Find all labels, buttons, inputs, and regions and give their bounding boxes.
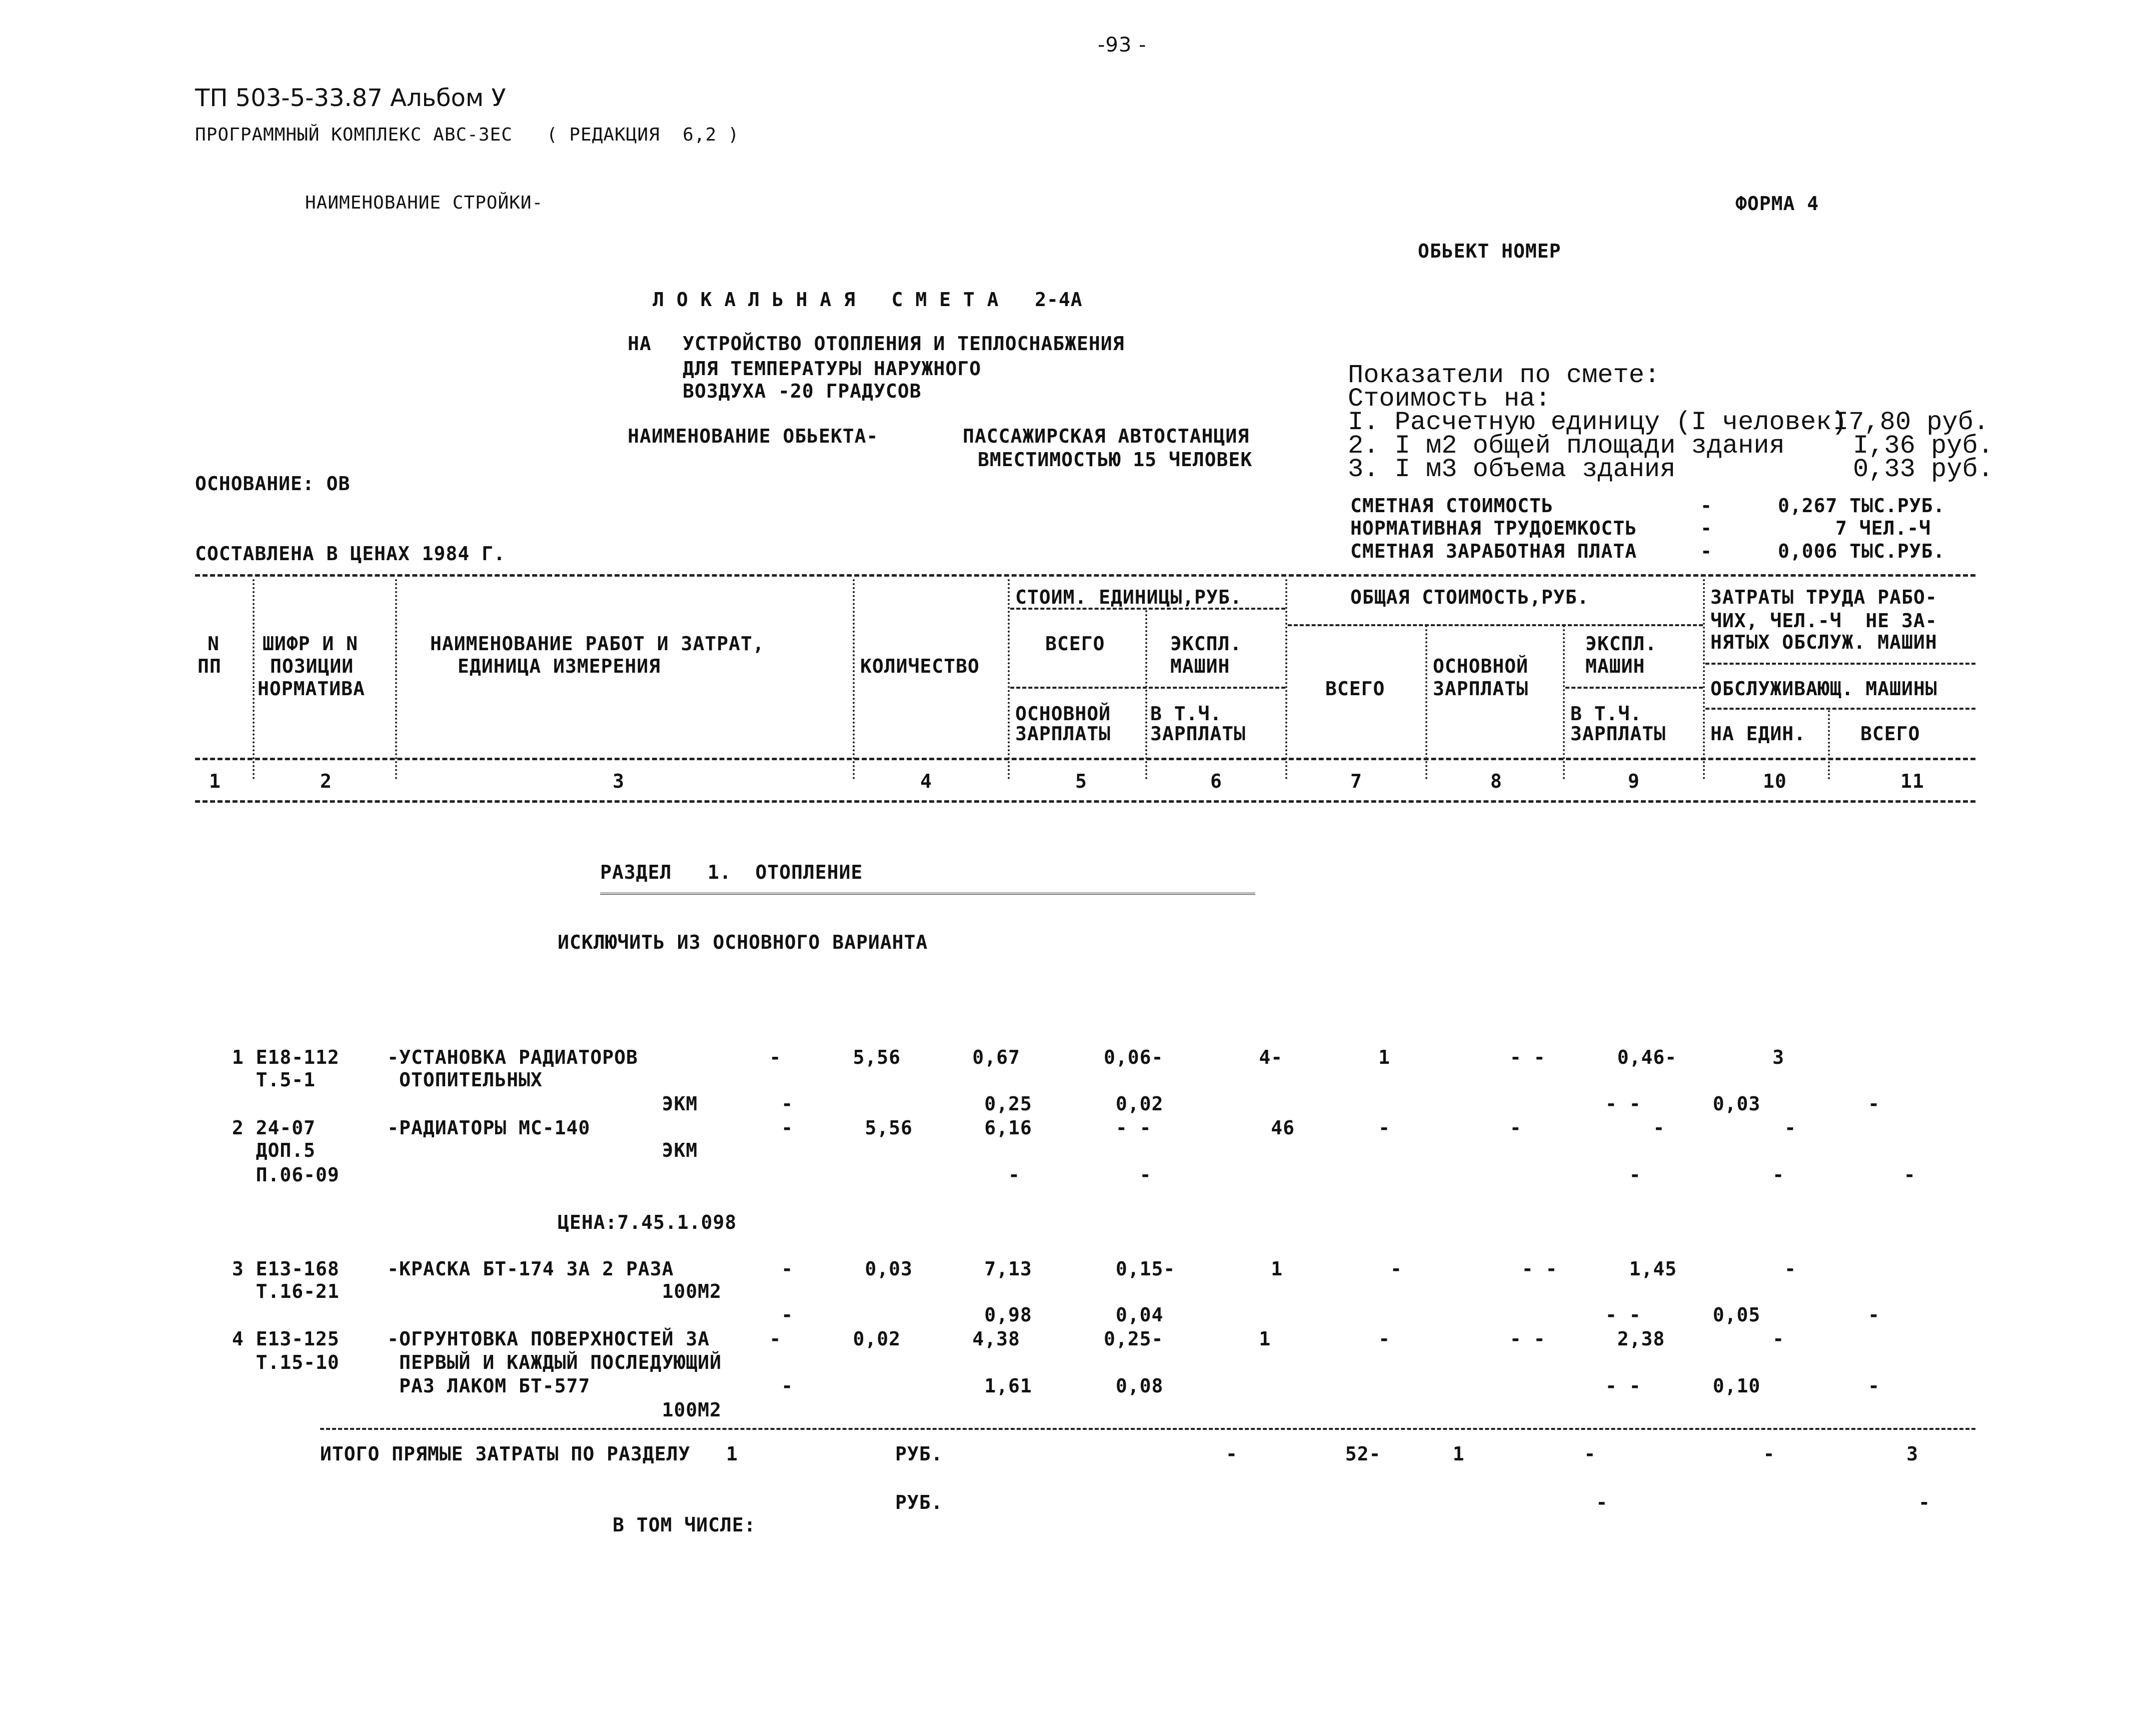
h-col2-l2: ПОЗИЦИИ	[270, 655, 354, 677]
colnum-8: 8	[1490, 770, 1502, 792]
colnum-7: 7	[1350, 770, 1362, 792]
indicator-label-1: I. Расчетную единицу (I человек)	[1348, 408, 1847, 437]
indicator-label-2: 2. I м2 общей площади здания	[1348, 431, 1785, 461]
purpose-line-1: УСТРОЙСТВО ОТОПЛЕНИЯ И ТЕПЛОСНАБЖЕНИЯ	[683, 333, 1125, 355]
summary-rule	[320, 1428, 1975, 1430]
h-tc-wage-1: ОСНОВНОЙ	[1433, 655, 1529, 677]
header-mid-rule	[195, 758, 1975, 760]
h-col3-l1: НАИМЕНОВАНИЕ РАБОТ И ЗАТРАТ,	[430, 633, 765, 655]
h-tc-total: ВСЕГО	[1325, 678, 1385, 700]
total-label-2: НОРМАТИВНАЯ ТРУДОЕМКОСТЬ	[1350, 517, 1637, 539]
object-name-line-2: ВМЕСТИМОСТЬЮ 15 ЧЕЛОВЕК	[978, 449, 1253, 471]
indicators-heading: Показатели по смете:	[1348, 361, 1660, 390]
row-3-line-1: 3 Е13-168 -КРАСКА БТ-174 ЗА 2 РАЗА - 0,03 7,13 0,15- 1 - - - 1,45 -	[220, 1258, 1796, 1280]
total-value-2: 7 ЧЕЛ.-Ч	[1835, 517, 1931, 539]
col-sep-10	[1828, 710, 1830, 779]
total-value-3: 0,006 ТЫС.РУБ.	[1778, 540, 1945, 562]
uc-sub-rule-2	[1010, 687, 1285, 689]
indicator-value-1: I7,80 руб.	[1833, 408, 1989, 437]
col-sep-3	[853, 579, 855, 779]
col-sep-8	[1563, 625, 1565, 779]
colnum-4: 4	[920, 770, 932, 792]
object-number-label: ОБЬЕКТ НОМЕР	[1418, 240, 1561, 262]
purpose-line-3: ВОЗДУХА -20 ГРАДУСОВ	[683, 380, 922, 402]
indicator-label-3: 3. I м3 объема здания	[1348, 455, 1676, 484]
colnum-1: 1	[209, 770, 221, 792]
colnum-9: 9	[1628, 770, 1640, 792]
page-number: -93 -	[1098, 34, 1147, 57]
colnum-3: 3	[613, 770, 625, 792]
colnum-10: 10	[1763, 770, 1787, 792]
row-3-line-3: - 0,98 0,04 - - 0,05 -	[220, 1304, 1880, 1326]
h-unit-cost: СТОИМ. ЕДИНИЦЫ,РУБ.	[1015, 586, 1242, 608]
summary-including: В ТОМ ЧИСЛЕ:	[613, 1514, 756, 1536]
row-3-line-2: Т.16-21 100М2	[220, 1280, 722, 1302]
h-col4: КОЛИЧЕСТВО	[860, 655, 980, 677]
h-uc-incl-1: В Т.Ч.	[1150, 703, 1222, 725]
purpose-prefix: НА	[628, 333, 652, 355]
h-tc-incl-2: ЗАРПЛАТЫ	[1570, 723, 1666, 745]
object-name-label: НАИМЕНОВАНИЕ ОБЬЕКТА-	[628, 425, 879, 447]
labor-sub-rule	[1705, 663, 1975, 665]
total-label-1: СМЕТНАЯ СТОИМОСТЬ	[1350, 495, 1553, 517]
basis: ОСНОВАНИЕ: ОВ	[195, 473, 351, 495]
row-2-line-2: ДОП.5 ЭКМ	[220, 1139, 698, 1161]
section-underline	[600, 893, 1255, 895]
prices-note: СОСТАВЛЕНА В ЦЕНАХ 1984 Г.	[195, 543, 506, 565]
tc-sub-rule	[1288, 624, 1703, 626]
h-uc-incl-2: ЗАРПЛАТЫ	[1150, 723, 1246, 745]
colnum-6: 6	[1210, 770, 1222, 792]
colnum-5: 5	[1075, 770, 1087, 792]
h-all: ВСЕГО	[1860, 723, 1920, 745]
section-title: РАЗДЕЛ 1. ОТОПЛЕНИЕ	[600, 861, 863, 883]
row-2-line-3: П.06-09 - - - - -	[220, 1164, 1916, 1186]
h-total-cost: ОБЩАЯ СТОИМОСТЬ,РУБ.	[1350, 586, 1589, 608]
header-bottom-rule	[195, 800, 1975, 803]
h-per-unit: НА ЕДИН.	[1710, 723, 1806, 745]
purpose-line-2: ДЛЯ ТЕМПЕРАТУРЫ НАРУЖНОГО	[683, 358, 981, 380]
indicator-value-3: 0,33 руб.	[1853, 455, 1993, 484]
section-exclude: ИСКЛЮЧИТЬ ИЗ ОСНОВНОГО ВАРИАНТА	[558, 931, 928, 953]
col-sep-4	[1008, 579, 1010, 779]
total-sep-2: -	[1700, 517, 1712, 539]
document-title: Л О К А Л Ь Н А Я С М Е Т А 2-4А	[653, 289, 1083, 311]
labor-sub-rule-2	[1705, 708, 1975, 710]
row-1-line-1: 1 Е18-112 -УСТАНОВКА РАДИАТОРОВ - 5,56 0,67 0,06- 4- 1 - - 0,46- 3	[220, 1046, 1785, 1068]
h-uc-wage-1: ОСНОВНОЙ	[1015, 703, 1111, 725]
h-col3-l2: ЕДИНИЦА ИЗМЕРЕНИЯ	[458, 655, 661, 677]
form-label: ФОРМА 4	[1735, 193, 1819, 215]
price-note: ЦЕНА:7.45.1.098	[558, 1211, 737, 1233]
header-top-rule	[195, 574, 1975, 577]
h-col2-l3: НОРМАТИВА	[258, 678, 365, 700]
h-uc-mach-1: ЭКСПЛ.	[1170, 633, 1242, 655]
col-sep-2	[395, 579, 397, 779]
col-sep-7	[1425, 625, 1427, 779]
tc-sub-rule-2	[1565, 687, 1703, 689]
h-tc-mach-1: ЭКСПЛ.	[1585, 633, 1657, 655]
h-labor-3: НЯТЫХ ОБСЛУЖ. МАШИН	[1710, 631, 1937, 653]
colnum-11: 11	[1900, 770, 1924, 792]
summary-unit: РУБ.	[895, 1443, 943, 1465]
h-labor-1: ЗАТРАТЫ ТРУДА РАБО-	[1710, 586, 1937, 608]
indicators-cost-for: Стоимость на:	[1348, 384, 1551, 414]
h-col1-l1: N	[208, 633, 220, 655]
summary-unit-2: РУБ.	[895, 1491, 943, 1513]
row-4-line-4: 100М2	[220, 1399, 722, 1421]
col-sep-1	[253, 579, 255, 779]
total-value-1: 0,267 ТЫС.РУБ.	[1778, 495, 1945, 517]
construction-label: НАИМЕНОВАНИЕ СТРОЙКИ-	[305, 193, 544, 213]
h-col2-l1: ШИФР И N	[263, 633, 359, 655]
h-uc-wage-2: ЗАРПЛАТЫ	[1015, 723, 1111, 745]
h-tc-wage-2: ЗАРПЛАТЫ	[1433, 678, 1529, 700]
summary-values: - 52- 1 - - 3	[1130, 1443, 1918, 1465]
album-title: ТП 503-5-33.87 Альбом У	[195, 84, 506, 112]
row-4-line-3: РАЗ ЛАКОМ БТ-577 - 1,61 0,08 - - 0,10 -	[220, 1375, 1880, 1397]
total-sep-3: -	[1700, 540, 1712, 562]
summary-values-2: - -	[1130, 1491, 1930, 1513]
indicator-value-2: I,36 руб.	[1853, 431, 1993, 461]
h-labor-mach: ОБСЛУЖИВАЮЩ. МАШИНЫ	[1710, 678, 1937, 700]
object-name-line-1: ПАССАЖИРСКАЯ АВТОСТАНЦИЯ	[963, 425, 1250, 447]
h-labor-2: ЧИХ, ЧЕЛ.-Ч НЕ ЗА-	[1710, 610, 1937, 632]
h-col1-l2: ПП	[198, 655, 222, 677]
h-tc-mach-2: МАШИН	[1585, 655, 1645, 677]
row-4-line-1: 4 Е13-125 -ОГРУНТОВКА ПОВЕРХНОСТЕЙ ЗА - 0,02 4,38 0,25- 1 - - - 2,38 -	[220, 1328, 1785, 1350]
col-sep-9	[1703, 579, 1705, 779]
row-1-line-3: ЭКМ - 0,25 0,02 - - 0,03 -	[220, 1093, 1880, 1115]
total-sep-1: -	[1700, 495, 1712, 517]
row-1-line-2: Т.5-1 ОТОПИТЕЛЬНЫХ	[220, 1069, 543, 1091]
row-4-line-2: Т.15-10 ПЕРВЫЙ И КАЖДЫЙ ПОСЛЕДУЮЩИЙ	[220, 1351, 722, 1373]
col-sep-5	[1145, 610, 1147, 779]
col-sep-6	[1285, 579, 1287, 779]
summary-label: ИТОГО ПРЯМЫЕ ЗАТРАТЫ ПО РАЗДЕЛУ 1	[320, 1443, 738, 1465]
h-uc-total: ВСЕГО	[1045, 633, 1105, 655]
total-label-3: СМЕТНАЯ ЗАРАБОТНАЯ ПЛАТА	[1350, 540, 1637, 562]
program-name: ПРОГРАММНЫЙ КОМПЛЕКС АВС-ЗЕС ( РЕДАКЦИЯ 6,2 )	[195, 125, 740, 145]
colnum-2: 2	[320, 770, 332, 792]
row-2-line-1: 2 24-07 -РАДИАТОРЫ МС-140 - 5,56 6,16 - - 46 - - - -	[220, 1117, 1796, 1139]
h-tc-incl-1: В Т.Ч.	[1570, 703, 1642, 725]
h-uc-mach-2: МАШИН	[1170, 655, 1230, 677]
